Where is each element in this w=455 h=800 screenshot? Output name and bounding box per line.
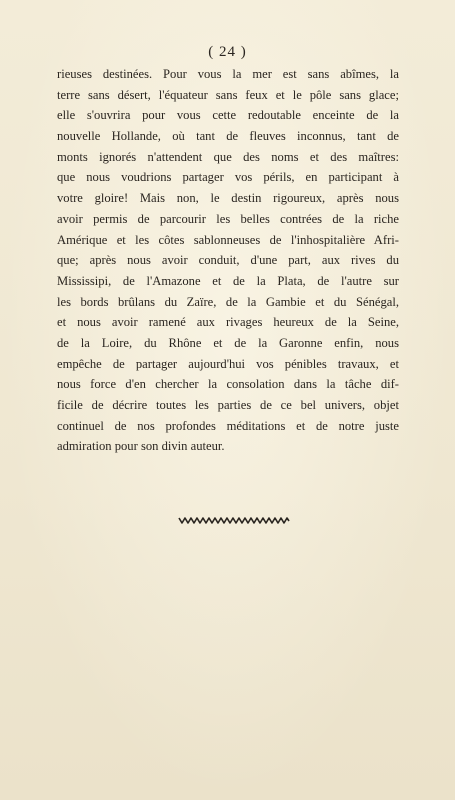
page-number: ( 24 ) xyxy=(208,44,247,60)
text-line-last: admiration pour son divin auteur. xyxy=(57,439,225,454)
wavy-rule-ornament-icon xyxy=(178,515,290,525)
text-line: avoir permis de parcourir les belles contrées de la riche xyxy=(57,211,399,226)
text-line: monts ignorés n'attendent que des noms et des maîtres: xyxy=(57,149,399,164)
text-line: nous force d'en chercher la consolation dans la tâche dif- xyxy=(57,377,399,392)
text-line: rieuses destinées. Pour vous la mer est sans abîmes, la xyxy=(57,67,399,81)
text-line: empêche de partager aujourd'hui vos pénibles travaux, et xyxy=(57,356,399,371)
text-line: Mississipi, de l'Amazone et de la Plata, de l'autre sur xyxy=(57,273,399,288)
text-line: continuel de nos profondes méditations et de notre juste xyxy=(57,418,399,433)
text-line: Amérique et les côtes sablonneuses de l'inhospitalière Afri- xyxy=(57,232,399,247)
text-line: les bords brûlans du Zaïre, de la Gambie et du Sénégal, xyxy=(57,294,399,309)
text-line: et nous avoir ramené aux rivages heureux de la Seine, xyxy=(57,315,399,330)
text-line: elle s'ouvrira pour vous cette redoutable enceinte de la xyxy=(57,108,399,123)
text-line: ficile de décrire toutes les parties de ce bel univers, objet xyxy=(57,398,399,412)
text-line: que; après nous avoir conduit, d'une part, aux rives du xyxy=(57,253,399,268)
text-line: que nous voudrions partager vos périls, en participant à xyxy=(57,170,399,185)
text-line: de la Loire, du Rhône et de la Garonne enfin, nous xyxy=(57,335,399,350)
text-line: nouvelle Hollande, où tant de fleuves inconnus, tant de xyxy=(57,129,399,144)
text-line: votre gloire! Mais non, le destin rigoureux, après nous xyxy=(57,191,399,206)
text-line: terre sans désert, l'équateur sans feux et le pôle sans glace; xyxy=(57,87,399,102)
body-text xyxy=(57,64,399,457)
